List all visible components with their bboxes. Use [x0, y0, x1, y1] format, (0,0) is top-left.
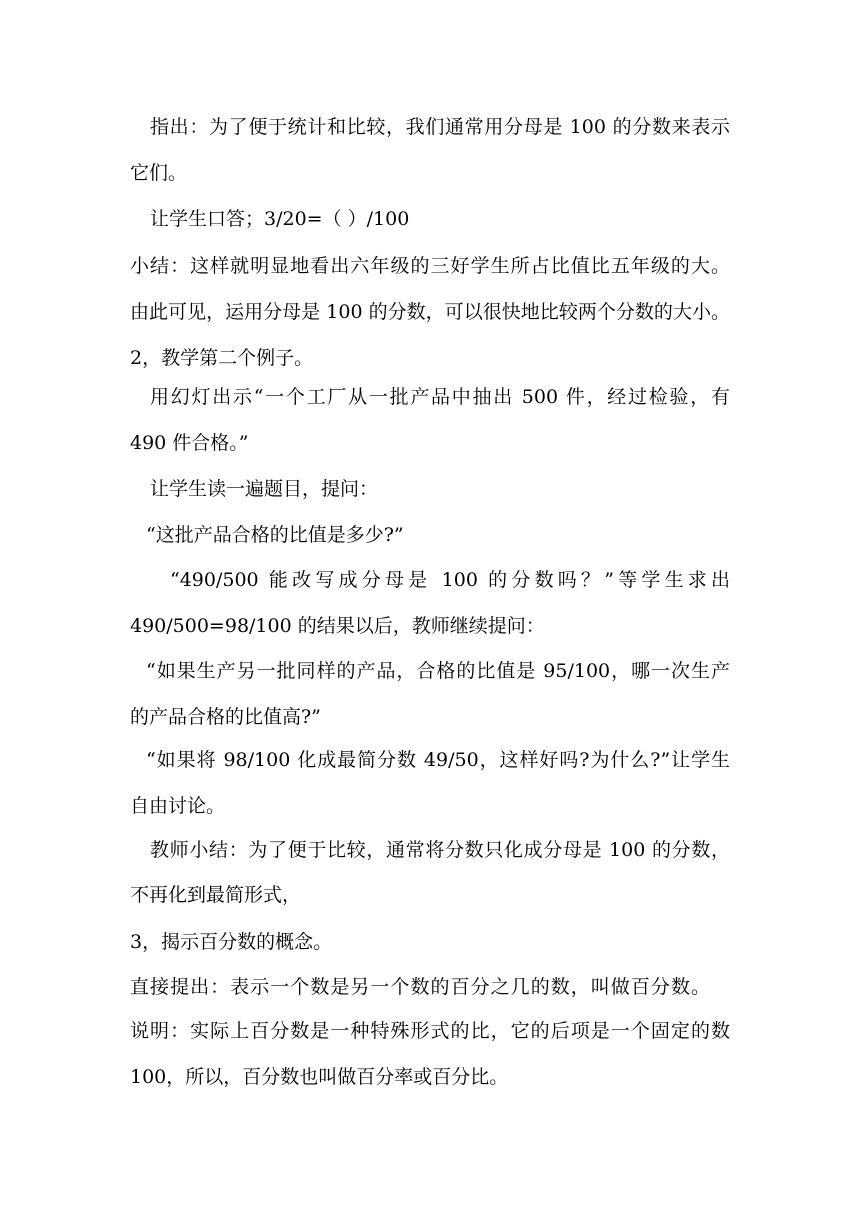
paragraph-line: “如果生产另一批同样的产品，合格的比值是 95/100，哪一次生产 [146, 660, 730, 682]
paragraph-line: 指出：为了便于统计和比较，我们通常用分母是 100 的分数来表示 [150, 116, 730, 138]
paragraph-line: 教师小结：为了便于比较，通常将分数只化成分母是 100 的分数， [150, 839, 730, 861]
paragraph-line: 2，教学第二个例子。 [130, 347, 314, 369]
paragraph-line: “这批产品合格的比值是多少?” [146, 524, 404, 546]
paragraph-line: 让学生口答；3/20=（ ）/100 [150, 208, 410, 230]
paragraph-line: “490/500 能改写成分母是 100 的分数吗？”等学生求出 [170, 569, 730, 591]
paragraph-line: 490 件合格。” [130, 432, 249, 454]
paragraph-line: 用幻灯出示“一个工厂从一批产品中抽出 500 件，经过检验，有 [150, 386, 730, 408]
paragraph-line: 100，所以，百分数也叫做百分率或百分比。 [130, 1066, 509, 1088]
paragraph-line: 不再化到最简形式， [130, 884, 302, 906]
paragraph-line: 自由讨论。 [130, 795, 226, 817]
paragraph-line: 由此可见，运用分母是 100 的分数，可以很快地比较两个分数的大小。 [130, 301, 730, 323]
paragraph-line: 3，揭示百分数的概念。 [130, 931, 333, 953]
paragraph-line: 490/500=98/100 的结果以后，教师继续提问： [130, 615, 545, 637]
paragraph-line: 小结：这样就明显地看出六年级的三好学生所占比值比五年级的大。 [130, 255, 730, 277]
paragraph-line: “如果将 98/100 化成最简分数 49/50，这样好吗?为什么?”让学生 [146, 749, 730, 771]
paragraph-line: 它们。 [130, 162, 188, 184]
paragraph-line: 直接提出：表示一个数是另一个数的百分之几的数，叫做百分数。 [130, 976, 710, 998]
paragraph-line: 让学生读一遍题目，提问： [150, 478, 379, 500]
paragraph-line: 的产品合格的比值高?” [130, 706, 321, 728]
paragraph-line: 说明：实际上百分数是一种特殊形式的比，它的后项是一个固定的数 [130, 1020, 730, 1042]
